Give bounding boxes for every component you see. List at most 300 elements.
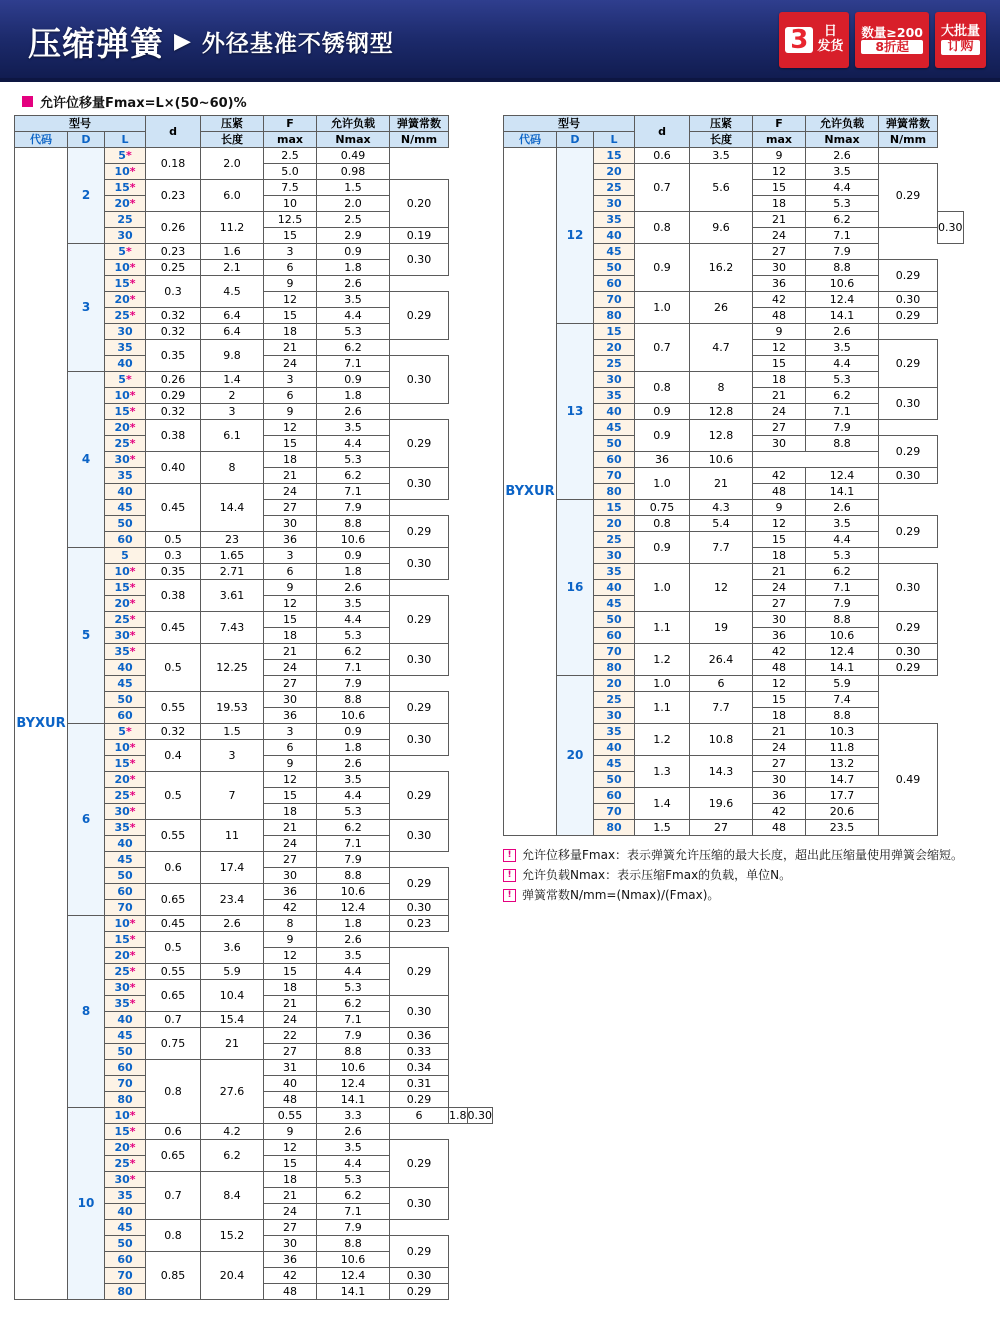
fmax-cell: 30 [264, 692, 317, 708]
nmax-cell: 1.8 [317, 564, 390, 580]
spring-constant-cell: 0.29 [879, 660, 938, 676]
wire-diameter-cell: 0.38 [146, 420, 201, 452]
nmax-cell: 7.1 [317, 484, 390, 500]
spring-constant-cell: 0.30 [879, 292, 938, 308]
spring-constant-cell: 0.29 [390, 948, 449, 996]
fmax-cell: 27 [753, 244, 806, 260]
fmax-cell: 15 [753, 692, 806, 708]
arrow-icon: ▶ [174, 28, 192, 54]
spring-constant-cell: 0.23 [390, 916, 449, 932]
nmax-cell: 5.3 [317, 1172, 390, 1188]
footnote-marker-icon: ! [503, 849, 516, 862]
compressed-length-cell: 2.0 [201, 148, 264, 180]
length-cell: 40 [105, 484, 146, 500]
nmax-cell: 6.2 [806, 388, 879, 404]
fmax-cell: 12 [753, 676, 806, 692]
length-cell: 70 [594, 804, 635, 820]
footnote-item [503, 846, 964, 866]
wire-diameter-cell: 0.65 [146, 1140, 201, 1172]
spring-constant-cell: 0.29 [390, 868, 449, 900]
fmax-cell: 48 [753, 820, 806, 836]
header-f-2: max [753, 132, 806, 148]
length-cell: 25* [105, 308, 146, 324]
length-cell: 10* [105, 164, 146, 180]
fmax-cell: 12 [264, 596, 317, 612]
fmax-cell: 24 [264, 356, 317, 372]
wire-diameter-cell: 0.38 [146, 580, 201, 612]
wire-diameter-cell: 0.5 [146, 532, 201, 548]
nmax-cell: 4.4 [317, 788, 390, 804]
nmax-cell: 4.4 [317, 612, 390, 628]
nmax-cell: 7.9 [317, 1028, 390, 1044]
fmax-cell: 9 [753, 500, 806, 516]
right-column [503, 115, 964, 905]
spring-constant-cell: 0.30 [390, 724, 449, 756]
wire-diameter-cell: 0.7 [146, 1012, 201, 1028]
table-row [15, 148, 493, 164]
nmax-cell: 3.5 [806, 164, 879, 180]
length-cell: 40 [105, 1204, 146, 1220]
compressed-length-cell: 4.5 [201, 276, 264, 308]
length-cell: 45 [105, 852, 146, 868]
nmax-cell: 8.8 [806, 436, 879, 452]
wire-diameter-cell: 0.45 [146, 612, 201, 644]
compressed-length-cell: 1.4 [201, 372, 264, 388]
fmax-cell: 24 [264, 836, 317, 852]
fmax-cell: 9 [264, 932, 317, 948]
badge-bulk-line1: 大批量 [940, 24, 980, 40]
length-cell: 5* [105, 244, 146, 260]
fmax-cell: 42 [753, 292, 806, 308]
length-cell: 15 [594, 500, 635, 516]
wire-diameter-cell: 0.8 [635, 212, 690, 244]
length-cell: 60 [105, 708, 146, 724]
compressed-length-cell: 4.2 [201, 1124, 264, 1140]
length-cell: 15* [105, 580, 146, 596]
nmax-cell: 3.5 [317, 772, 390, 788]
length-cell: 30* [105, 452, 146, 468]
length-cell: 60 [594, 276, 635, 292]
spring-constant-cell: 0.30 [938, 212, 964, 244]
outer-diameter-cell: 20 [557, 676, 594, 836]
fmax-cell: 15 [264, 228, 317, 244]
nmax-cell: 1.8 [449, 1109, 467, 1122]
page-header [0, 0, 1000, 82]
fmax-cell: 21 [264, 820, 317, 836]
wire-diameter-cell: 0.9 [635, 532, 690, 564]
length-cell: 35 [594, 388, 635, 404]
length-cell: 50 [594, 260, 635, 276]
fmax-cell: 21 [264, 996, 317, 1012]
fmax-cell: 12 [264, 772, 317, 788]
fmax-cell: 9 [264, 276, 317, 292]
spec-table-left [14, 115, 493, 1300]
nmax-cell: 7.1 [317, 356, 390, 372]
wire-diameter-cell: 0.8 [635, 372, 690, 404]
header-load-1: 允许负载 [806, 116, 879, 132]
spring-constant-cell: 0.29 [879, 164, 938, 228]
wire-diameter-cell: 0.6 [635, 148, 690, 164]
wire-diameter-cell: 0.65 [146, 980, 201, 1012]
nmax-cell: 8.8 [317, 1044, 390, 1060]
spring-constant-cell: 0.29 [390, 516, 449, 548]
compressed-length-cell: 3.3 [317, 1108, 390, 1124]
nmax-cell: 5.3 [806, 372, 879, 388]
nmax-cell: 6.2 [317, 996, 390, 1012]
fmax-cell: 42 [753, 468, 806, 484]
fmax-cell: 5.0 [264, 164, 317, 180]
nmax-cell: 14.1 [806, 660, 879, 676]
fmax-cell: 18 [264, 980, 317, 996]
spring-constant-cell: 0.29 [879, 308, 938, 324]
displacement-note [22, 92, 1000, 111]
length-cell: 50 [105, 692, 146, 708]
nmax-cell: 13.2 [806, 756, 879, 772]
spring-constant-cell: 0.29 [879, 260, 938, 292]
header-model: 型号 [15, 116, 146, 132]
length-cell: 30* [105, 980, 146, 996]
wire-diameter-cell: 0.55 [146, 964, 201, 980]
nmax-cell: 0.9 [317, 548, 390, 564]
fmax-cell: 36 [264, 1252, 317, 1268]
length-cell: 15* [105, 932, 146, 948]
nmax-cell: 1.8 [317, 916, 390, 932]
length-cell: 45 [594, 244, 635, 260]
length-cell: 70 [594, 468, 635, 484]
spring-constant-cell: 0.30 [390, 244, 449, 276]
length-cell: 20 [594, 676, 635, 692]
length-cell: 40 [594, 580, 635, 596]
header-f-1: F [753, 116, 806, 132]
wire-diameter-cell: 0.26 [146, 212, 201, 244]
wire-diameter-cell: 0.5 [146, 644, 201, 692]
wire-diameter-cell: 0.32 [146, 324, 201, 340]
nmax-cell: 2.6 [317, 756, 390, 772]
nmax-cell: 2.6 [317, 276, 390, 292]
fmax-cell: 27 [264, 500, 317, 516]
spec-table-right [503, 115, 964, 836]
nmax-cell: 7.1 [806, 580, 879, 596]
length-cell: 35* [105, 820, 146, 836]
fmax-cell: 30 [264, 516, 317, 532]
length-cell: 60 [105, 1060, 146, 1076]
nmax-cell: 6.2 [317, 340, 390, 356]
fmax-cell: 9 [753, 148, 806, 164]
wire-diameter-cell: 0.7 [635, 164, 690, 212]
fmax-cell: 3 [264, 724, 317, 740]
length-cell: 70 [105, 1268, 146, 1284]
nmax-cell: 10.6 [317, 532, 390, 548]
fmax-cell: 15 [753, 356, 806, 372]
nmax-cell: 2.9 [317, 228, 390, 244]
spring-constant-cell: 0.29 [879, 436, 938, 468]
spring-constant-cell: 0.29 [390, 1092, 449, 1108]
badge-shipping-line2: 发货 [817, 39, 844, 54]
nmax-cell: 10.6 [317, 884, 390, 900]
nmax-cell: 1.8 [317, 740, 390, 756]
fmax-cell: 21 [753, 212, 806, 228]
compressed-length-cell: 11 [201, 820, 264, 852]
length-cell: 80 [594, 308, 635, 324]
nmax-cell: 4.4 [806, 356, 879, 372]
table-row [15, 548, 493, 564]
length-cell: 40 [594, 740, 635, 756]
wire-diameter-cell: 0.5 [146, 932, 201, 964]
compressed-length-cell: 3.61 [201, 580, 264, 612]
fmax-cell: 6 [264, 388, 317, 404]
header-D: D [557, 132, 594, 148]
wire-diameter-cell: 1.2 [635, 644, 690, 676]
header-d: d [635, 116, 690, 148]
length-cell: 50 [594, 612, 635, 628]
length-cell: 25 [594, 532, 635, 548]
length-cell: 40 [105, 836, 146, 852]
length-cell: 25* [105, 612, 146, 628]
wire-diameter-cell: 1.0 [635, 564, 690, 612]
fmax-cell: 18 [753, 708, 806, 724]
table-row [504, 676, 964, 692]
fmax-cell: 21 [264, 644, 317, 660]
nmax-cell: 14.1 [317, 1092, 390, 1108]
outer-diameter-cell: 6 [68, 724, 105, 916]
length-cell: 15* [105, 756, 146, 772]
fmax-cell: 15 [264, 612, 317, 628]
length-cell: 60 [594, 788, 635, 804]
compressed-length-cell: 2.71 [201, 564, 264, 580]
nmax-cell: 7.9 [317, 500, 390, 516]
nmax-cell: 0.98 [317, 164, 390, 180]
nmax-cell: 7.9 [806, 596, 879, 612]
nmax-cell: 2.0 [317, 196, 390, 212]
fmax-cell: 30 [264, 1236, 317, 1252]
fmax-cell: 24 [264, 660, 317, 676]
nmax-cell: 23.5 [806, 820, 879, 836]
fmax-cell: 15 [264, 788, 317, 804]
nmax-cell: 4.4 [317, 1156, 390, 1172]
length-cell: 30 [594, 196, 635, 212]
nmax-cell: 10.6 [806, 276, 879, 292]
fmax-cell: 12 [753, 340, 806, 356]
fmax-cell: 21 [753, 564, 806, 580]
length-cell: 45 [105, 500, 146, 516]
fmax-cell: 18 [264, 324, 317, 340]
fmax-cell: 36 [264, 708, 317, 724]
length-cell: 35 [105, 1188, 146, 1204]
fmax-cell: 21 [264, 468, 317, 484]
length-cell: 10* [105, 1108, 146, 1124]
length-cell: 25* [105, 436, 146, 452]
compressed-length-cell: 1.5 [201, 724, 264, 740]
spring-constant-cell: 0.33 [390, 1044, 449, 1060]
fmax-cell: 18 [264, 452, 317, 468]
spring-constant-cell: 0.30 [390, 1268, 449, 1284]
header-model: 型号 [504, 116, 635, 132]
length-cell: 20* [105, 292, 146, 308]
nmax-cell: 2.6 [806, 148, 879, 164]
footnote-text: 允许负载Nmax：表示压缩Fmax的负载，单位N。 [522, 867, 792, 882]
wire-diameter-cell: 0.32 [146, 404, 201, 420]
fmax-cell: 24 [753, 740, 806, 756]
table-row [504, 324, 964, 340]
spring-constant-cell: 0.29 [879, 516, 938, 548]
nmax-cell: 12.4 [806, 644, 879, 660]
nmax-cell: 0.9 [317, 372, 390, 388]
nmax-cell: 20.6 [806, 804, 879, 820]
fmax-cell: 27 [264, 1044, 317, 1060]
wire-diameter-cell: 0.8 [146, 1220, 201, 1252]
fmax-cell: 9 [264, 756, 317, 772]
nmax-cell: 2.6 [317, 1124, 390, 1140]
table-row [15, 916, 493, 932]
fmax-cell: 48 [753, 484, 806, 500]
length-cell: 60 [594, 452, 635, 468]
nmax-cell: 10.6 [317, 1252, 390, 1268]
header-k-2: N/mm [390, 132, 449, 148]
spring-constant-cell: 0.20 [390, 180, 449, 228]
header-press-length-1: 压紧 [201, 116, 264, 132]
length-cell: 35 [105, 340, 146, 356]
compressed-length-cell: 8 [201, 452, 264, 484]
fmax-cell: 18 [264, 628, 317, 644]
nmax-cell: 10.6 [806, 628, 879, 644]
length-cell: 5* [105, 148, 146, 164]
length-cell: 30* [105, 628, 146, 644]
spring-constant-cell: 0.30 [467, 1109, 492, 1122]
footnotes [503, 846, 964, 905]
fmax-cell: 6 [264, 260, 317, 276]
length-cell: 20* [105, 772, 146, 788]
length-cell: 50 [594, 772, 635, 788]
wire-diameter-cell: 1.4 [635, 788, 690, 820]
nmax-cell: 7.1 [317, 1204, 390, 1220]
fmax-cell: 3 [264, 372, 317, 388]
length-cell: 40 [594, 228, 635, 244]
compressed-length-cell: 1.65 [201, 548, 264, 564]
spring-constant-cell: 0.30 [390, 820, 449, 852]
wire-diameter-cell: 0.32 [146, 308, 201, 324]
fmax-cell: 6 [390, 1108, 449, 1124]
length-cell: 60 [105, 532, 146, 548]
table-row [504, 500, 964, 516]
badge-shipping [779, 12, 849, 68]
compressed-length-cell: 3 [201, 740, 264, 772]
fmax-cell: 42 [264, 1268, 317, 1284]
outer-diameter-cell: 2 [68, 148, 105, 244]
spring-constant-cell: 0.29 [390, 420, 449, 468]
badge-bulk-line2: 订购 [941, 40, 980, 55]
compressed-length-cell: 21 [201, 1028, 264, 1060]
fmax-cell: 48 [753, 660, 806, 676]
nmax-cell: 6.2 [317, 644, 390, 660]
compressed-length-cell: 1.6 [201, 244, 264, 260]
fmax-cell: 12 [753, 516, 806, 532]
length-cell: 5* [105, 372, 146, 388]
table-row [15, 724, 493, 740]
fmax-cell: 30 [264, 868, 317, 884]
nmax-cell: 12.4 [317, 1268, 390, 1284]
nmax-cell: 1.8 [317, 388, 390, 404]
compressed-length-cell: 11.2 [201, 212, 264, 244]
length-cell: 70 [105, 900, 146, 916]
wire-diameter-cell: 0.32 [146, 724, 201, 740]
wire-diameter-cell: 0.75 [146, 1028, 201, 1060]
compressed-length-cell: 7.7 [690, 692, 753, 724]
spring-constant-cell: 0.29 [879, 612, 938, 644]
compressed-length-cell: 3 [201, 404, 264, 420]
outer-diameter-cell: 10 [68, 1108, 105, 1300]
nmax-cell: 14.7 [806, 772, 879, 788]
compressed-length-cell: 14.3 [690, 756, 753, 788]
length-cell: 50 [594, 436, 635, 452]
length-cell: 5 [105, 548, 146, 564]
compressed-length-cell: 2 [201, 388, 264, 404]
table-header-row-1 [15, 116, 493, 132]
length-cell: 15 [594, 324, 635, 340]
length-cell: 25* [105, 1156, 146, 1172]
fmax-cell: 15 [264, 308, 317, 324]
header-d: d [146, 116, 201, 148]
length-cell: 25 [594, 356, 635, 372]
nmax-cell: 17.7 [806, 788, 879, 804]
nmax-cell: 6.2 [317, 1188, 390, 1204]
length-cell: 35* [105, 644, 146, 660]
length-cell: 60 [105, 1252, 146, 1268]
nmax-cell: 14.1 [806, 308, 879, 324]
footnote-item [503, 886, 964, 906]
compressed-length-cell: 12.8 [690, 420, 753, 452]
length-cell: 20* [105, 420, 146, 436]
nmax-cell: 2.6 [317, 580, 390, 596]
spring-constant-cell: 0.29 [390, 596, 449, 644]
length-cell: 45 [594, 420, 635, 436]
page-title: 压缩弹簧 [28, 23, 164, 63]
fmax-cell: 18 [753, 196, 806, 212]
nmax-cell: 4.4 [317, 436, 390, 452]
fmax-cell: 42 [753, 644, 806, 660]
fmax-cell: 36 [264, 532, 317, 548]
wire-diameter-cell: 0.9 [635, 420, 690, 452]
length-cell: 30* [105, 804, 146, 820]
nmax-cell: 5.3 [317, 804, 390, 820]
length-cell: 30 [594, 548, 635, 564]
nmax-cell: 2.5 [317, 212, 390, 228]
header-badges [779, 12, 986, 68]
header-f-1: F [264, 116, 317, 132]
wire-diameter-cell: 0.40 [146, 452, 201, 484]
page-subtitle: 外径基准不锈钢型 [201, 30, 394, 57]
length-cell: 40 [105, 1012, 146, 1028]
length-cell: 50 [105, 1044, 146, 1060]
compressed-length-cell: 19.6 [690, 788, 753, 820]
compressed-length-cell: 26 [690, 292, 753, 324]
nmax-cell: 10.6 [317, 1060, 390, 1076]
fmax-cell: 9 [264, 404, 317, 420]
spring-constant-cell: 0.29 [390, 1284, 449, 1300]
fmax-cell: 27 [264, 852, 317, 868]
nmax-cell: 7.9 [806, 244, 879, 260]
compressed-length-cell: 4.7 [690, 324, 753, 372]
spring-constant-cell: 0.30 [879, 644, 938, 660]
nmax-cell: 8.8 [317, 868, 390, 884]
compressed-length-cell: 27 [690, 820, 753, 836]
fmax-cell: 3 [264, 548, 317, 564]
length-cell: 30 [105, 324, 146, 340]
spring-constant-cell: 0.29 [879, 340, 938, 388]
fmax-cell: 27 [264, 676, 317, 692]
length-cell: 45 [105, 1220, 146, 1236]
fmax-cell: 27 [264, 1220, 317, 1236]
header-L: L [105, 132, 146, 148]
